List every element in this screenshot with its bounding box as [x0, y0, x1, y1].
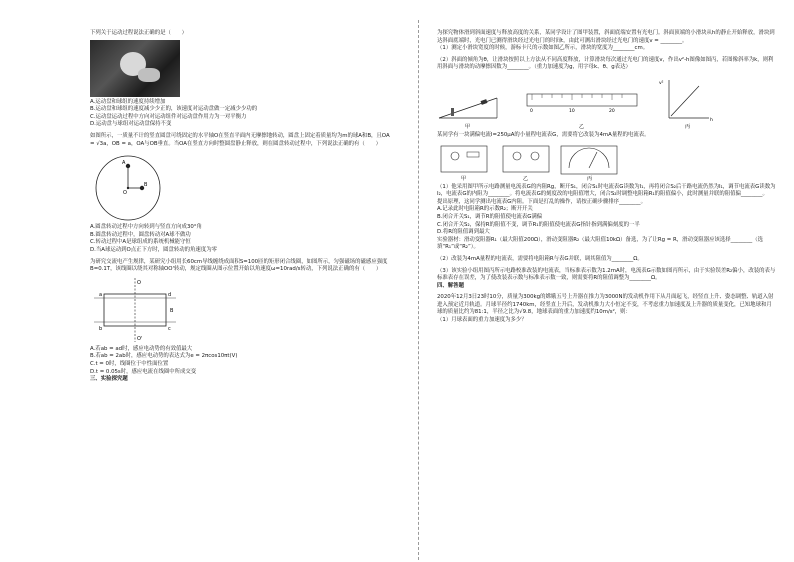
question-text: 为探究物体滑到斜面速度与释放高度的关系，某同学设计了图甲装置，斜面底端安置有光电门。斜面顶端的小滑块从h的静止开始释放，滑块到达斜面底端时，光电门已测得滑块经过光电门的时间t，由此可测出滑块经过光电门的速度v = ________。 — [437, 30, 775, 44]
option-b: B.若ab = 2ab时，感应电动势的表达式为e = 2πcos10πt(V) — [90, 353, 238, 360]
ball-b-label: B — [144, 182, 148, 189]
curling-photo — [90, 40, 395, 97]
corner-d: d — [168, 291, 172, 298]
disk-diagram — [90, 150, 395, 222]
sub-question: （2）斜面的倾角为θ，让滑块按照以上方法从不同高度释放，计算滑块每次通过光电门的速度v，作出v²-h图像如图丙，若图像斜率为k，则利用斜面与滑块的动摩擦因数为________。（重力加速度为g，用字母k、θ、g表达） — [437, 56, 774, 71]
corner-a: a — [99, 291, 103, 298]
option-a: A.运动盘和球组的速度持续增加 — [90, 98, 166, 105]
step-b: B.闭合开关S₁，调节R的阻值使电流表G满偏 — [437, 213, 543, 220]
question-text: 如图所示，一质量不计的竖直圆盘可绕固定的水平轴O在竖直平面内无摩擦地转动，圆盘上固定着质量均为m的球A和B，且OA = √3a，OB = a，OA与OB垂直。当OA在竖直方向时整圆盘静止释放，则在圆盘转动过程中，下列说法正确的有（ ） — [90, 132, 390, 147]
sub-question: （3）该实验小组用图丙所示电路校准改装的电流表，当标准表示数为1.2mA时，电流表G示数如图丙所示，由于实验误差R₂偏小，改装的表与标准表存在误差，为了使改装表示数与标准表示数一致，则需要将R的阻值调整为________Ω。 — [437, 267, 776, 282]
sub-question: （1）他采用图甲所示电路测量电流表G的内阻Rg，断开S₁，闭合S₁时电流表G读数为I₁，再将闭合S₂后干路电流仍然为I₁，调节电流表G读数为I₂，电流表G的内阻为________。将电流表G的刻度改的电阻值增大，闭合S₂时调整电阻箱R₁的阻值偏小，此时测量并联的阻值偏________。 — [437, 183, 776, 198]
step-a: A.记录此时电阻箱R的示数R₂；断开开关 — [437, 206, 533, 213]
sub-question: （1）测定小滑块宽度的时候，游标卡尺的示数如图乙所示，滑块的宽度为________cm。 — [437, 45, 649, 52]
option-c: C.t = 0时，线圈位于中性面位置 — [90, 360, 169, 367]
corner-b: b — [99, 325, 103, 332]
ruler-tick: 20 — [609, 108, 615, 114]
left-column — [90, 30, 395, 384]
question-text: 某同学有一块满偏电流I=250μA的小量程电流表G，需要将它改装为4mA量程的电流表。 — [437, 131, 650, 138]
option-a: A.圆盘转动过程中方向转到与竖直方向成30°角 — [90, 224, 202, 231]
fig-yi-label: 乙 — [523, 175, 529, 182]
section-heading: 三、实验探究题 — [90, 376, 128, 383]
option-b: B.圆盘转动过程中，圆盘转动对A球不做功 — [90, 231, 191, 238]
option-c: C.转动过程中A是球组成的系统机械能守恒 — [90, 239, 191, 246]
fig-yi-label: 乙 — [579, 123, 585, 130]
axis-o-top: O — [137, 279, 141, 286]
step-d: D.将R的阻值调到最大 — [437, 229, 490, 236]
section-heading: 四、解答题 — [437, 282, 464, 289]
right-column — [437, 30, 777, 325]
meter-figures — [437, 142, 777, 182]
corner-c: c — [168, 325, 171, 332]
ruler-tick: 10 — [569, 108, 575, 114]
option-d: D.t = 0.05s时，感应电流在线圈中所成交变 — [90, 368, 197, 375]
step-c: C.闭合开关S₂，保持R的阻值不变，调节R₁的阻值使电流表G指针指到满偏刻度的一半 — [437, 221, 640, 228]
fig-jia-label: 甲 — [465, 123, 471, 130]
fig-bing-label: 丙 — [587, 175, 593, 182]
slide-figures — [437, 74, 777, 130]
option-c: C.运动盘运动过程中方向对运动组件对运动盘作用力为一对平衡力 — [90, 113, 247, 120]
axis-o-bottom: O' — [137, 335, 143, 342]
sub-question: 提出原理，这同学测出电流表G内阻。下面是打乱的操作，请按正确步骤排序________。 — [437, 198, 647, 205]
fig-bing-label: 丙 — [685, 123, 691, 130]
coil-diagram — [90, 276, 395, 344]
sub-question: （2）改装为4mA量程的电流表，需要将电阻箱R与表G并联，调其阻值为________Ω。 — [437, 255, 643, 262]
sub-question: （1）月球表面的重力加速度为多少？ — [437, 317, 527, 324]
option-b: B.运动盘和球组的速度减少少正的，该速度对运动盘做一定减少少功的 — [90, 106, 258, 113]
option-d: D.运动盘与球组对运动盘保持不变 — [90, 121, 172, 128]
column-divider — [418, 20, 419, 560]
axis-x-label: h — [710, 117, 713, 123]
option-a: A.若ab = ad时，感应电动势的有效值最大 — [90, 345, 193, 352]
question-text: 下列关于运动过程说法正确的是（ ） — [90, 30, 188, 36]
fig-jia-label: 甲 — [461, 175, 467, 182]
ruler-tick: 0 — [530, 108, 533, 114]
field-b-label: B — [170, 307, 174, 314]
question-text: 为研究交流电产生规律，某研究小组用长60cm导线缠绕成面积S=100匝的矩形闭合线圈，如图所示，匀强磁场的磁感应强度B=0.1T，该线圈以绕其对称轴OO'转动，规定线圈从图示位置开始以角速度ω=10rad/s转动，下列说法正确的有（ ） — [90, 258, 388, 273]
sub-question: 实验器材：滑动变阻器R₁（最大阻值200Ω），滑动变阻器R₂（最大阻值10kΩ）备选，为了让Rg = R，滑动变阻器应该选择________（选填“R₁”或“R₂”）。 — [437, 236, 764, 251]
question-text: 2020年12月3日23时10分，质量为300kg的嫦娥五号上升器在推力为3000N的发动机作用下从月面起飞，经竖直上升、姿态调整、轨道入射进入预定近月轨道。月球半径约1740km，经竖直上升后，发动机推力大小恒定不变，不考虑重力加速度及上升器的质量变化，已知地球和月球的质量比约为81:1，半径之比为√9.8，地球表面的重力加速度约10m/s²，则： — [437, 294, 774, 316]
axis-y-label: v² — [659, 80, 664, 86]
ball-a-label: A — [122, 160, 126, 167]
axis-o-label: O — [123, 190, 127, 197]
option-d: D.当A球运动到O点正下方时，圆盘转动的角速度为零 — [90, 246, 217, 253]
